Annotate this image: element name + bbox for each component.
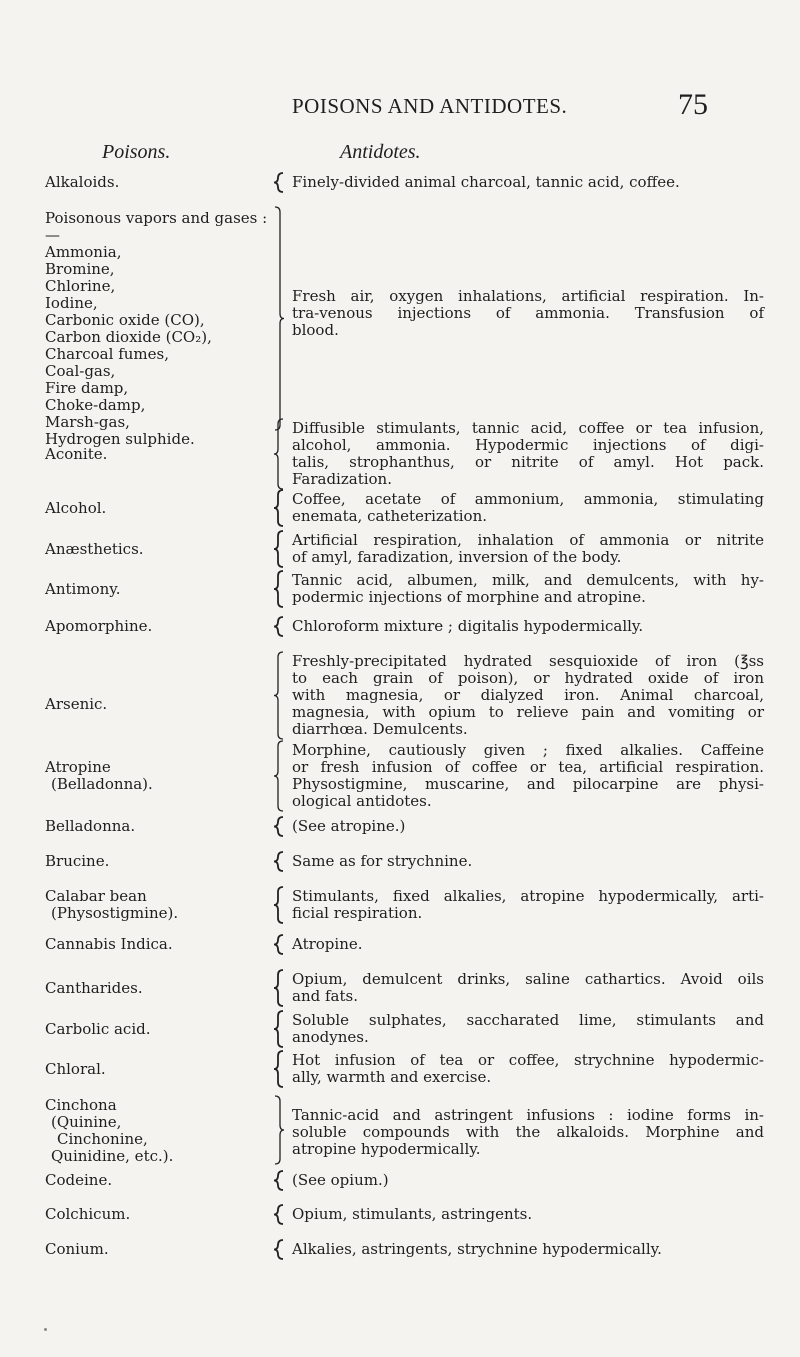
poison-line: Fire damp, [45, 379, 129, 397]
poison-line: Calabar bean [45, 887, 147, 905]
poison-name [45, 936, 280, 953]
poison-line: Hydrogen sulphide. [45, 430, 195, 448]
antidote-line: Atropine. [292, 935, 363, 953]
poison-line: Quinidine, etc.). [51, 1147, 174, 1165]
poison-line: Alkaloids. [45, 173, 120, 191]
poison-name [45, 980, 280, 997]
poison-name [45, 818, 280, 835]
poison-line: Cinchonine, [57, 1130, 148, 1148]
antidote-line: Stimulants, fixed alkalies, atropine hypodermically, arti- [292, 887, 764, 905]
poison-line: Belladonna. [45, 817, 136, 835]
antidote-text [292, 742, 764, 810]
poison-name [45, 853, 280, 870]
poison-line: Aconite. [45, 445, 108, 463]
antidote-line: ficial respiration. [292, 904, 423, 922]
antidote-text [292, 618, 764, 635]
antidote-line: of amyl, faradization, inversion of the body. [292, 548, 622, 566]
poison-line: Marsh-gas, [45, 413, 130, 431]
poison-line: Anæsthetics. [45, 540, 144, 558]
poison-line: Charcoal fumes, [45, 345, 169, 363]
poison-line: Carbolic acid. [45, 1020, 151, 1038]
antidote-line: Coffee, acetate of ammonium, ammonia, stimulating [292, 490, 764, 508]
poison-name [45, 581, 280, 598]
poison-line: Codeine. [45, 1171, 113, 1189]
antidote-line: tra-venous injections of ammonia. Transfusion of [292, 304, 764, 322]
poison-line: Poisonous vapors and gases :— [45, 209, 268, 244]
poison-name [45, 1172, 280, 1189]
poison-line: Carbonic oxide (CO), [45, 311, 205, 329]
antidote-text [292, 1206, 764, 1223]
antidote-line: Diffusible stimulants, tannic acid, coffee or tea infusion, [292, 419, 764, 437]
antidote-line: diarrhœa. Demulcents. [292, 720, 468, 738]
poison-name [45, 1241, 280, 1258]
brace-mark [272, 934, 286, 955]
antidote-text [292, 1241, 764, 1258]
antidote-line: Artificial respiration, inhalation of ammonia or nitrite [292, 531, 764, 549]
brace-mark [272, 418, 286, 490]
antidote-line: alcohol, ammonia. Hypodermic injections of digi- [292, 436, 764, 454]
poison-name [45, 1206, 280, 1223]
brace-mark [272, 616, 286, 637]
antidote-line: (See opium.) [292, 1171, 389, 1189]
brace-mark [272, 172, 286, 193]
poison-line: Iodine, [45, 294, 98, 312]
poison-line: Chlorine, [45, 277, 116, 295]
poison-name [45, 1021, 280, 1038]
poison-name [45, 446, 280, 463]
antidote-line: Finely-divided animal charcoal, tannic acid, coffee. [292, 173, 680, 191]
page-number: 75 [678, 88, 708, 121]
brace-mark [272, 1204, 286, 1225]
antidote-text [292, 888, 764, 922]
brace-mark [272, 570, 286, 608]
brace-mark [272, 1170, 286, 1191]
antidote-line: Same as for strychnine. [292, 852, 473, 870]
antidote-line: Faradization. [292, 470, 392, 488]
poison-name [45, 210, 280, 448]
antidote-text [292, 420, 764, 488]
antidote-text [292, 1012, 764, 1046]
running-title: POISONS AND ANTIDOTES. [292, 94, 568, 118]
poison-name [45, 759, 280, 793]
antidote-line: Fresh air, oxygen inhalations, artificial respiration. In- [292, 287, 764, 305]
antidote-line: blood. [292, 321, 339, 339]
antidote-line: (See atropine.) [292, 817, 406, 835]
brace-mark [272, 740, 286, 812]
poison-line: Ammonia, [45, 243, 122, 261]
poison-line: Brucine. [45, 852, 110, 870]
antidote-line: Freshly-precipitated hydrated sesquioxide of iron (℥ss [292, 652, 764, 670]
antidote-line: anodynes. [292, 1028, 369, 1046]
antidote-line: talis, strophanthus, or nitrite of amyl. Hot pack. [292, 453, 764, 471]
antidote-text [292, 532, 764, 566]
poison-line: Bromine, [45, 260, 115, 278]
poison-line: Cinchona [45, 1096, 117, 1114]
antidote-text [292, 1052, 764, 1086]
antidote-text [292, 936, 764, 953]
poison-name [45, 174, 280, 191]
antidote-text [292, 971, 764, 1005]
brace-mark [272, 651, 286, 740]
poison-line: Chloral. [45, 1060, 106, 1078]
antidotes-heading: Antidotes. [340, 141, 421, 163]
brace-mark [272, 1010, 286, 1048]
antidote-line: magnesia, with opium to relieve pain and vomiting or [292, 703, 764, 721]
brace-mark [272, 851, 286, 872]
poison-name [45, 888, 280, 922]
poison-name [45, 1061, 280, 1078]
antidote-line: or fresh infusion of coffee or tea, artificial respiration. [292, 758, 764, 776]
antidote-text [292, 818, 764, 835]
antidote-line: Physostigmine, muscarine, and pilocarpine are physi- [292, 775, 764, 793]
brace-mark [272, 206, 286, 431]
antidote-text [292, 572, 764, 606]
antidote-line: Chloroform mixture ; digitalis hypodermically. [292, 617, 644, 635]
poison-line: Cannabis Indica. [45, 935, 173, 953]
poison-line: (Quinine, [51, 1113, 122, 1131]
antidote-line: soluble compounds with the alkaloids. Morphine and [292, 1123, 764, 1141]
brace-mark [272, 1239, 286, 1260]
antidote-line: Morphine, cautiously given ; fixed alkalies. Caffeine [292, 741, 764, 759]
poison-line: Apomorphine. [45, 617, 153, 635]
poison-name [45, 500, 280, 517]
poison-line: Colchicum. [45, 1205, 131, 1223]
brace-mark [272, 489, 286, 527]
antidote-line: Soluble sulphates, saccharated lime, stimulants and [292, 1011, 764, 1029]
brace-mark [272, 1095, 286, 1165]
poison-line: Antimony. [45, 580, 121, 598]
poison-line: Cantharides. [45, 979, 143, 997]
antidote-line: Opium, stimulants, astringents. [292, 1205, 533, 1223]
antidote-line: Hot infusion of tea or coffee, strychnine hypodermic- [292, 1051, 764, 1069]
poison-line: (Physostigmine). [51, 904, 179, 922]
antidote-line: Alkalies, astringents, strychnine hypodermically. [292, 1240, 662, 1258]
poison-line: Alcohol. [45, 499, 107, 517]
antidote-text [292, 174, 764, 191]
brace-mark [272, 969, 286, 1007]
antidote-line: Tannic-acid and astringent infusions : iodine forms in- [292, 1106, 764, 1124]
brace-mark [272, 816, 286, 837]
poison-line: Arsenic. [45, 695, 108, 713]
print-speck [44, 1328, 47, 1331]
antidote-text [292, 853, 764, 870]
antidote-line: to each grain of poison), or hydrated oxide of iron [292, 669, 764, 687]
poison-line: Choke-damp, [45, 396, 146, 414]
poison-line: Carbon dioxide (CO₂), [45, 328, 212, 346]
poison-name [45, 1097, 280, 1165]
poison-name [45, 541, 280, 558]
antidote-line: and fats. [292, 987, 358, 1005]
antidote-line: ological antidotes. [292, 792, 432, 810]
poisons-heading: Poisons. [102, 141, 171, 163]
poison-line: Atropine [45, 758, 111, 776]
poison-name [45, 696, 280, 713]
poison-line: Conium. [45, 1240, 109, 1258]
antidote-line: Tannic acid, albumen, milk, and demulcents, with hy- [292, 571, 764, 589]
antidote-text [292, 1172, 764, 1189]
antidote-line: atropine hypodermically. [292, 1140, 481, 1158]
antidote-line: with magnesia, or dialyzed iron. Animal charcoal, [292, 686, 764, 704]
antidote-line: Opium, demulcent drinks, saline cathartics. Avoid oils [292, 970, 764, 988]
poison-line: Coal-gas, [45, 362, 116, 380]
brace-mark [272, 530, 286, 568]
antidote-text [292, 653, 764, 738]
poison-line: (Belladonna). [51, 775, 153, 793]
antidote-text [292, 1107, 764, 1158]
antidote-line: enemata, catheterization. [292, 507, 487, 525]
antidote-text [292, 288, 764, 339]
poison-name [45, 618, 280, 635]
antidote-text [292, 491, 764, 525]
antidote-line: ally, warmth and exercise. [292, 1068, 492, 1086]
antidote-line: podermic injections of morphine and atropine. [292, 588, 646, 606]
brace-mark [272, 1050, 286, 1088]
brace-mark [272, 886, 286, 924]
